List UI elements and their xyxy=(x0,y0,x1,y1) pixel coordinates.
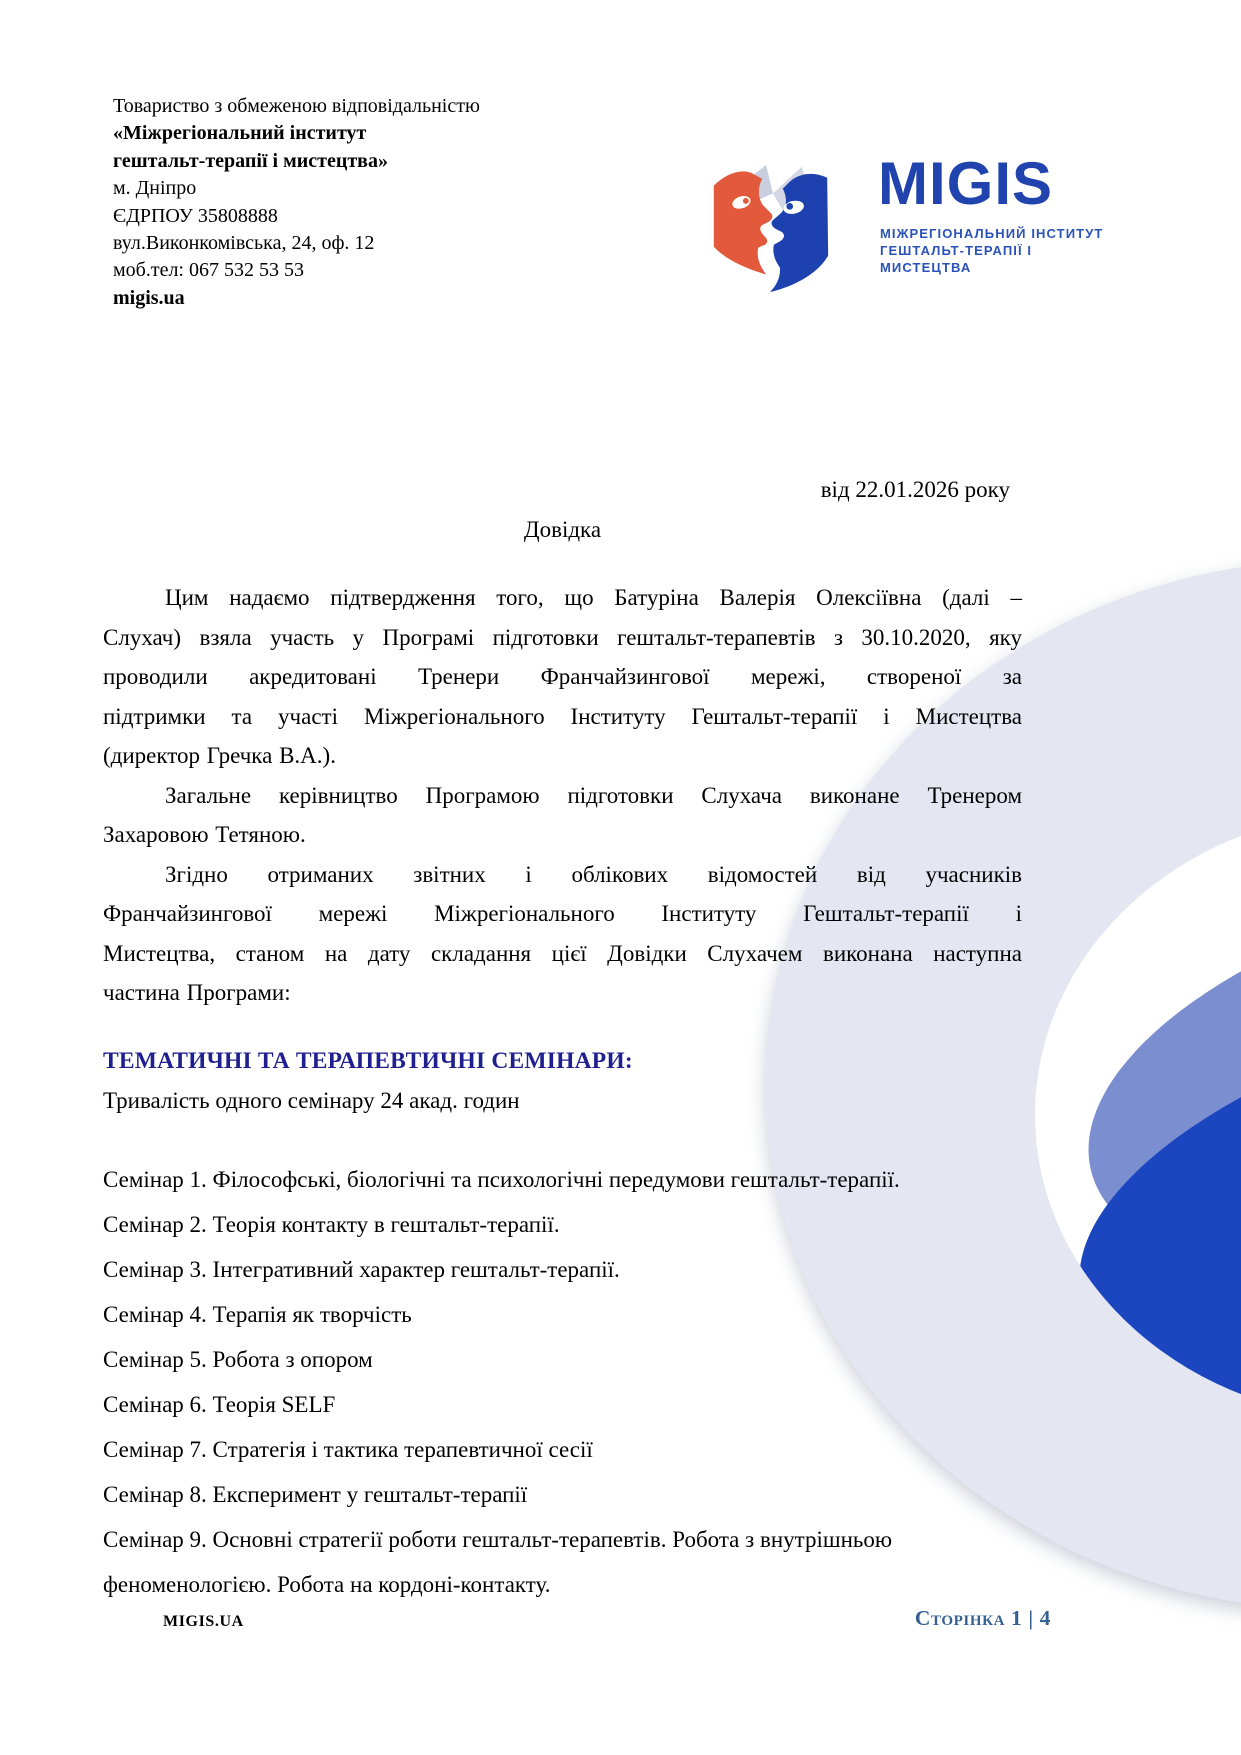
section-heading: ТЕМАТИЧНІ ТА ТЕРАПЕВТИЧНІ СЕМІНАРИ: xyxy=(103,1047,633,1074)
right-eye-pupil xyxy=(786,203,793,210)
paragraph-1 xyxy=(103,578,1022,776)
paragraph-line: підтримки та участі Міжрегіонального Інституту Гештальт-терапії і Мистецтва xyxy=(103,703,1022,729)
footer-site-label: MIGIS.UA xyxy=(163,1613,244,1630)
seminar-item-6: Семінар 6. Теорія SELF xyxy=(103,1391,336,1417)
seminar-item-2: Семінар 2. Теорія контакту в гештальт-терапії. xyxy=(103,1211,560,1237)
document-title: Довідка xyxy=(523,517,602,542)
left-eye-pupil xyxy=(743,198,749,204)
letterhead-city: м. Дніпро xyxy=(113,177,197,200)
letterhead xyxy=(113,93,480,312)
paragraph-line: Цим надаємо підтвердження того, що Батуріна Валерія Олексіївна (далі – xyxy=(165,585,1022,610)
seminar-item-9: Семінар 9. Основні стратегії роботи гештальт-терапевтів. Робота з внутрішньою феноменологією. Робота на кордоні-контакту. xyxy=(103,1526,893,1597)
logo-wordmark: MIGIS xyxy=(878,150,1054,217)
seminar-item-8: Семінар 8. Експеримент у гештальт-терапії xyxy=(103,1481,528,1507)
paragraph-line: Згідно отриманих звітних і облікових відомостей від учасників xyxy=(165,861,1022,887)
date-line: від 22.01.2026 року xyxy=(820,477,1010,502)
paragraph-line: Слухач) взяла участь у Програмі підготовки гештальт-терапевтів з 30.10.2020, яку xyxy=(103,624,1022,650)
footer-page-number: Сторінка 1 | 4 xyxy=(914,1606,1051,1630)
seminar-list xyxy=(103,1157,1022,1607)
letterhead-org-name-line1: «Міжрегіональний інститут xyxy=(113,122,367,145)
letterhead-address: вул.Виконкомівська, 24, оф. 12 xyxy=(113,232,375,255)
paragraph-2 xyxy=(103,776,1022,855)
migis-logo xyxy=(700,150,1120,303)
logo-tagline-line2: ГЕШТАЛЬТ-ТЕРАПІЇ І МИСТЕЦТВА xyxy=(880,243,1033,275)
seminar-item-7: Семінар 7. Стратегія і тактика терапевтичної сесії xyxy=(103,1436,593,1462)
paragraph-3 xyxy=(103,855,1022,1013)
paragraph-line: Захаровою Тетяною. xyxy=(103,822,306,847)
paragraph-line: Мистецтва, станом на дату складання цієї Довідки Слухачем виконана наступна xyxy=(103,940,1022,966)
book-faces-icon xyxy=(701,157,839,302)
logo-tagline-line1: МІЖРЕГІОНАЛЬНИЙ ІНСТИТУТ xyxy=(880,226,1104,241)
document-body xyxy=(103,470,1022,1607)
paragraph-line: проводили акредитовані Тренери Франчайзингової мережі, створеної за xyxy=(103,664,1022,689)
seminar-item-3: Семінар 3. Інтегративний характер гештальт-терапії. xyxy=(103,1256,620,1282)
seminar-item-1: Семінар 1. Філософські, біологічні та психологічні передумови гештальт-терапії. xyxy=(103,1166,900,1192)
letterhead-org-name-line2: гештальт-терапії і мистецтва» xyxy=(113,149,388,172)
letterhead-phone: моб.тел: 067 532 53 53 xyxy=(113,259,304,282)
paragraph-line: (директор Гречка В.А.). xyxy=(103,743,336,768)
section-subheading: Тривалість одного семінару 24 акад. годин xyxy=(103,1087,520,1113)
letterhead-line: Товариство з обмеженою відповідальністю xyxy=(113,95,480,117)
logo-tagline xyxy=(880,225,1120,276)
seminar-item-4: Семінар 4. Терапія як творчість xyxy=(103,1301,412,1327)
paragraph-line: частина Програми: xyxy=(103,980,291,1005)
letterhead-edrpou: ЄДРПОУ 35808888 xyxy=(113,204,278,227)
paragraph-line: Франчайзингової мережі Міжрегіонального Інституту Гештальт-терапії і xyxy=(103,901,1022,926)
paragraph-line: Загальне керівництво Програмою підготовки Слухача виконане Тренером xyxy=(165,782,1022,808)
letterhead-website: migis.ua xyxy=(113,286,185,309)
seminar-item-5: Семінар 5. Робота з опором xyxy=(103,1346,373,1372)
